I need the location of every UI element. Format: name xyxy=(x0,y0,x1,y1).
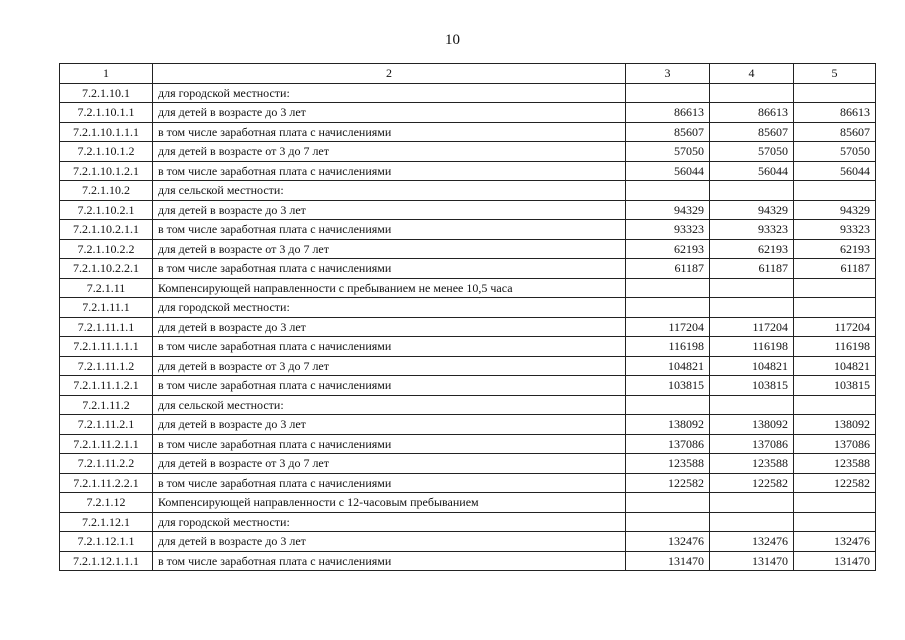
row-code-cell: 7.2.1.10.2.1 xyxy=(60,200,153,220)
row-name-cell: в том числе заработная плата с начислениями xyxy=(153,376,626,396)
table-row xyxy=(60,337,876,357)
row-value-col4: 93323 xyxy=(710,220,794,240)
table-row xyxy=(60,220,876,240)
row-value-col5: 117204 xyxy=(794,317,876,337)
row-value-col5 xyxy=(794,298,876,318)
row-value-col5: 57050 xyxy=(794,142,876,162)
table-row xyxy=(60,415,876,435)
table-row xyxy=(60,532,876,552)
row-value-col5: 62193 xyxy=(794,239,876,259)
row-value-col4: 137086 xyxy=(710,434,794,454)
row-value-col4: 56044 xyxy=(710,161,794,181)
row-code-cell: 7.2.1.11.2.1 xyxy=(60,415,153,435)
row-value-col3: 62193 xyxy=(626,239,710,259)
row-code-cell: 7.2.1.12 xyxy=(60,493,153,513)
table-row xyxy=(60,181,876,201)
row-code-cell: 7.2.1.10.2.2.1 xyxy=(60,259,153,279)
row-code-cell: 7.2.1.10.2.2 xyxy=(60,239,153,259)
row-value-col4: 116198 xyxy=(710,337,794,357)
table-row xyxy=(60,298,876,318)
row-name-cell: для детей в возрасте от 3 до 7 лет xyxy=(153,454,626,474)
row-value-col4 xyxy=(710,181,794,201)
row-value-col3 xyxy=(626,512,710,532)
row-value-col5: 132476 xyxy=(794,532,876,552)
row-value-col4: 61187 xyxy=(710,259,794,279)
row-value-col3: 61187 xyxy=(626,259,710,279)
column-header-5: 5 xyxy=(794,64,876,84)
row-name-cell: для городской местности: xyxy=(153,298,626,318)
row-value-col4: 94329 xyxy=(710,200,794,220)
table-row xyxy=(60,259,876,279)
table-row xyxy=(60,376,876,396)
row-value-col3: 138092 xyxy=(626,415,710,435)
row-value-col5: 61187 xyxy=(794,259,876,279)
row-value-col4: 132476 xyxy=(710,532,794,552)
row-name-cell: для детей в возрасте до 3 лет xyxy=(153,317,626,337)
row-name-cell: для городской местности: xyxy=(153,512,626,532)
row-code-cell: 7.2.1.11.1.2.1 xyxy=(60,376,153,396)
row-code-cell: 7.2.1.11.2 xyxy=(60,395,153,415)
row-value-col4 xyxy=(710,493,794,513)
row-code-cell: 7.2.1.10.2 xyxy=(60,181,153,201)
row-code-cell: 7.2.1.12.1.1.1 xyxy=(60,551,153,571)
row-value-col3: 132476 xyxy=(626,532,710,552)
column-header-3: 3 xyxy=(626,64,710,84)
row-code-cell: 7.2.1.10.1.1.1 xyxy=(60,122,153,142)
row-name-cell: для детей в возрасте до 3 лет xyxy=(153,103,626,123)
row-code-cell: 7.2.1.11.2.1.1 xyxy=(60,434,153,454)
table-header-row xyxy=(60,64,876,84)
row-name-cell: для детей в возрасте до 3 лет xyxy=(153,532,626,552)
row-value-col5: 85607 xyxy=(794,122,876,142)
row-value-col3: 117204 xyxy=(626,317,710,337)
row-value-col5: 138092 xyxy=(794,415,876,435)
row-name-cell: в том числе заработная плата с начислениями xyxy=(153,337,626,357)
table-row xyxy=(60,434,876,454)
row-value-col4 xyxy=(710,512,794,532)
row-value-col3: 131470 xyxy=(626,551,710,571)
row-value-col3 xyxy=(626,493,710,513)
row-value-col4: 62193 xyxy=(710,239,794,259)
row-code-cell: 7.2.1.11.1.1.1 xyxy=(60,337,153,357)
row-name-cell: для детей в возрасте до 3 лет xyxy=(153,200,626,220)
row-value-col3 xyxy=(626,83,710,103)
row-value-col5: 123588 xyxy=(794,454,876,474)
row-name-cell: в том числе заработная плата с начислениями xyxy=(153,551,626,571)
row-value-col5 xyxy=(794,278,876,298)
column-header-2: 2 xyxy=(153,64,626,84)
row-value-col3: 85607 xyxy=(626,122,710,142)
table-row xyxy=(60,122,876,142)
row-value-col5: 104821 xyxy=(794,356,876,376)
row-value-col3: 57050 xyxy=(626,142,710,162)
row-value-col5: 131470 xyxy=(794,551,876,571)
table-row xyxy=(60,161,876,181)
row-value-col5: 137086 xyxy=(794,434,876,454)
row-value-col4: 86613 xyxy=(710,103,794,123)
row-value-col3 xyxy=(626,395,710,415)
table-row xyxy=(60,83,876,103)
row-value-col3: 94329 xyxy=(626,200,710,220)
row-value-col5 xyxy=(794,512,876,532)
row-name-cell: для детей в возрасте от 3 до 7 лет xyxy=(153,356,626,376)
row-value-col4: 131470 xyxy=(710,551,794,571)
row-value-col4 xyxy=(710,395,794,415)
row-value-col5: 56044 xyxy=(794,161,876,181)
row-name-cell: Компенсирующей направленности с пребыванием не менее 10,5 часа xyxy=(153,278,626,298)
row-value-col4: 85607 xyxy=(710,122,794,142)
row-name-cell: Компенсирующей направленности с 12-часовым пребыванием xyxy=(153,493,626,513)
row-name-cell: для детей в возрасте от 3 до 7 лет xyxy=(153,239,626,259)
row-code-cell: 7.2.1.10.1.1 xyxy=(60,103,153,123)
row-name-cell: для детей в возрасте до 3 лет xyxy=(153,415,626,435)
row-value-col3 xyxy=(626,298,710,318)
table-row xyxy=(60,551,876,571)
table-row xyxy=(60,142,876,162)
table-row xyxy=(60,454,876,474)
row-value-col3: 116198 xyxy=(626,337,710,357)
row-name-cell: в том числе заработная плата с начислениями xyxy=(153,473,626,493)
row-value-col4: 57050 xyxy=(710,142,794,162)
row-value-col4 xyxy=(710,278,794,298)
row-value-col4: 117204 xyxy=(710,317,794,337)
row-code-cell: 7.2.1.10.1.2.1 xyxy=(60,161,153,181)
table-row xyxy=(60,103,876,123)
row-value-col4: 104821 xyxy=(710,356,794,376)
row-name-cell: для сельской местности: xyxy=(153,181,626,201)
row-code-cell: 7.2.1.11.2.2.1 xyxy=(60,473,153,493)
row-code-cell: 7.2.1.11.2.2 xyxy=(60,454,153,474)
table-row xyxy=(60,239,876,259)
row-name-cell: в том числе заработная плата с начислениями xyxy=(153,259,626,279)
table-row xyxy=(60,278,876,298)
row-value-col4: 123588 xyxy=(710,454,794,474)
row-value-col3: 93323 xyxy=(626,220,710,240)
row-value-col5 xyxy=(794,181,876,201)
row-value-col3: 103815 xyxy=(626,376,710,396)
table-row xyxy=(60,395,876,415)
row-name-cell: для детей в возрасте от 3 до 7 лет xyxy=(153,142,626,162)
table-row xyxy=(60,512,876,532)
row-value-col5: 103815 xyxy=(794,376,876,396)
table-row xyxy=(60,473,876,493)
row-value-col4: 122582 xyxy=(710,473,794,493)
row-value-col5: 93323 xyxy=(794,220,876,240)
row-code-cell: 7.2.1.10.1.2 xyxy=(60,142,153,162)
column-header-4: 4 xyxy=(710,64,794,84)
row-code-cell: 7.2.1.11.1.2 xyxy=(60,356,153,376)
row-code-cell: 7.2.1.11 xyxy=(60,278,153,298)
row-value-col3 xyxy=(626,181,710,201)
row-value-col5 xyxy=(794,395,876,415)
row-value-col5: 94329 xyxy=(794,200,876,220)
row-value-col4 xyxy=(710,298,794,318)
row-name-cell: в том числе заработная плата с начислениями xyxy=(153,434,626,454)
table-row xyxy=(60,200,876,220)
row-value-col3: 104821 xyxy=(626,356,710,376)
row-value-col5: 122582 xyxy=(794,473,876,493)
row-name-cell: в том числе заработная плата с начислениями xyxy=(153,161,626,181)
table-row xyxy=(60,356,876,376)
row-name-cell: для городской местности: xyxy=(153,83,626,103)
row-value-col3: 137086 xyxy=(626,434,710,454)
table-row xyxy=(60,317,876,337)
row-value-col5: 86613 xyxy=(794,103,876,123)
row-value-col4 xyxy=(710,83,794,103)
row-value-col4: 138092 xyxy=(710,415,794,435)
row-name-cell: в том числе заработная плата с начислениями xyxy=(153,220,626,240)
row-name-cell: в том числе заработная плата с начислениями xyxy=(153,122,626,142)
row-name-cell: для сельской местности: xyxy=(153,395,626,415)
page-number: 10 xyxy=(445,32,460,48)
row-value-col5 xyxy=(794,493,876,513)
row-code-cell: 7.2.1.12.1.1 xyxy=(60,532,153,552)
tariff-table xyxy=(59,63,876,571)
table-body xyxy=(60,83,876,571)
row-value-col3 xyxy=(626,278,710,298)
row-value-col4: 103815 xyxy=(710,376,794,396)
row-code-cell: 7.2.1.11.1 xyxy=(60,298,153,318)
row-value-col3: 123588 xyxy=(626,454,710,474)
row-value-col3: 122582 xyxy=(626,473,710,493)
row-value-col3: 86613 xyxy=(626,103,710,123)
row-code-cell: 7.2.1.12.1 xyxy=(60,512,153,532)
row-code-cell: 7.2.1.11.1.1 xyxy=(60,317,153,337)
row-value-col5: 116198 xyxy=(794,337,876,357)
row-value-col5 xyxy=(794,83,876,103)
column-header-1: 1 xyxy=(60,64,153,84)
row-code-cell: 7.2.1.10.1 xyxy=(60,83,153,103)
table-row xyxy=(60,493,876,513)
row-value-col3: 56044 xyxy=(626,161,710,181)
row-code-cell: 7.2.1.10.2.1.1 xyxy=(60,220,153,240)
